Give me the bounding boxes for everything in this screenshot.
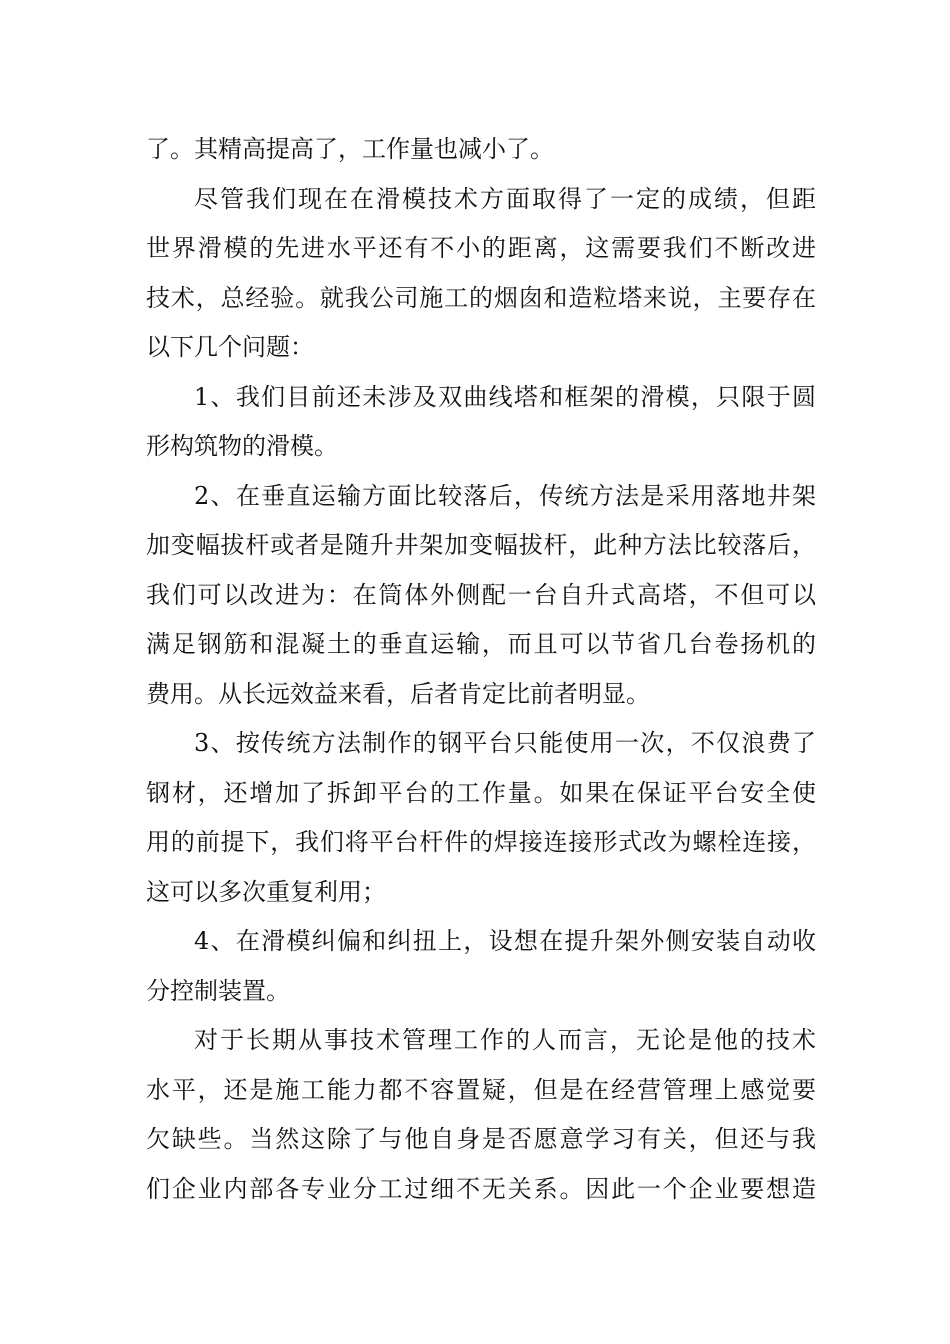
text-line: 们企业内部各专业分工过细不无关系。因此一个企业要想造: [146, 1174, 816, 1203]
text-line: 费用。从长远效益来看，后者肯定比前者明显。: [146, 679, 650, 708]
list-item-2-first-line: 2、在垂直运输方面比较落后，传统方法是采用落地井架: [194, 481, 816, 510]
text-line: 世界滑模的先进水平还有不小的距离，这需要我们不断改进: [146, 234, 816, 262]
list-item-4-first-line: 4、在滑模纠偏和纠扭上，设想在提升架外侧安装自动收: [194, 927, 816, 955]
text-line: 欠缺些。当然这除了与他自身是否愿意学习有关，但还与我: [146, 1125, 816, 1153]
document-body: [146, 125, 816, 1214]
list-item-3-first-line: 3、按传统方法制作的钢平台只能使用一次，不仅浪费了: [194, 729, 816, 757]
text-line: 形构筑物的滑模。: [146, 432, 338, 460]
paragraph-first-line: 尽管我们现在在滑模技术方面取得了一定的成绩，但距: [194, 184, 816, 213]
text-line: 加变幅拔杆或者是随升井架加变幅拔杆，此种方法比较落后，: [146, 531, 816, 559]
paragraph-first-line: 对于长期从事技术管理工作的人而言，无论是他的技术: [194, 1026, 816, 1054]
text-line: 技术，总经验。就我公司施工的烟囱和造粒塔来说，主要存在: [146, 283, 816, 312]
text-line: 满足钢筋和混凝土的垂直运输，而且可以节省几台卷扬机的: [146, 630, 816, 658]
text-line: 这可以多次重复利用；: [146, 877, 386, 906]
text-line: 用的前提下，我们将平台杆件的焊接连接形式改为螺栓连接，: [146, 828, 816, 856]
text-line: 了。其精高提高了，工作量也减小了。: [146, 135, 554, 163]
text-line: 我们可以改进为：在筒体外侧配一台自升式高塔，不但可以: [146, 580, 816, 609]
text-line: 分控制装置。: [146, 976, 290, 1005]
text-line: 水平，还是施工能力都不容置疑，但是在经营管理上感觉要: [146, 1075, 816, 1104]
text-line: 以下几个问题：: [146, 333, 314, 361]
text-line: 钢材，还增加了拆卸平台的工作量。如果在保证平台安全使: [146, 778, 816, 807]
list-item-1-first-line: 1、我们目前还未涉及双曲线塔和框架的滑模，只限于圆: [194, 382, 816, 411]
